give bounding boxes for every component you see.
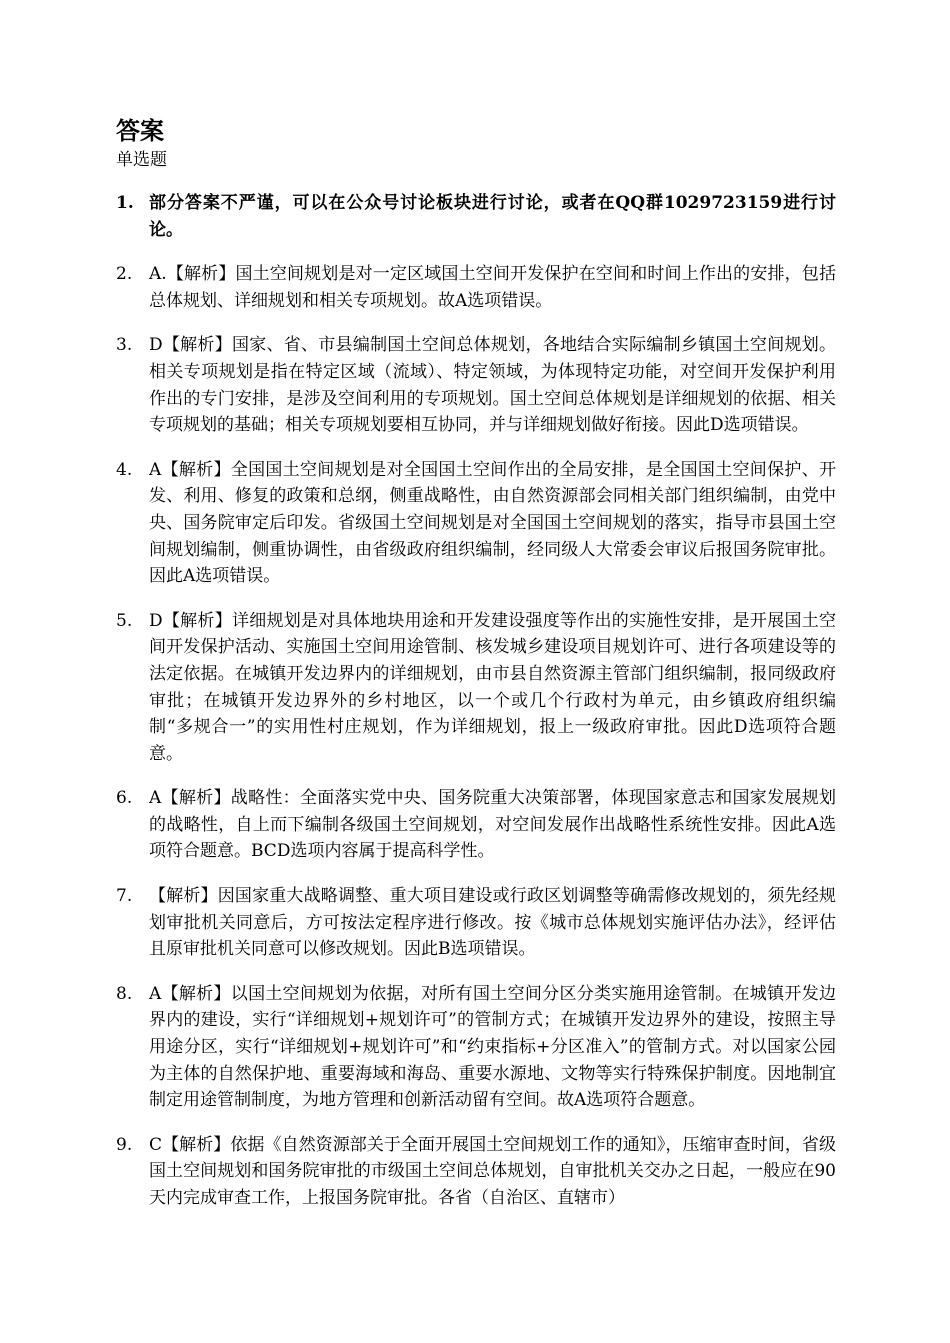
answer-number: 1. [116,193,134,213]
answer-item [116,190,836,243]
answer-text: 【解析】因国家重大战略调整、重大项目建设或行政区划调整等确需修改规划的，须先经规划审批机关同意后，方可按法定程序进行修改。按《城市总体规划实施评估办法》，经评估且原审批机关同意可以修改规划。因此B选项错误。 [149,886,836,960]
answer-number: 6. [116,788,133,809]
answer-text: D【解析】详细规划是对具体地块用途和开发建设强度等作出的实施性安排，是开展国土空间开发保护活动、实施国土空间用途管制、核发城乡建设项目规划许可、进行各项建设等的法定依据。在城镇开发边界内的详细规划，由市县自然资源主管部门组织编制，报同级政府审批；在城镇开发边界外的乡村地区，以一个或几个行政村为单元，由乡镇政府组织编制“多规合一”的实用性村庄规划，作为详细规划，报上一级政府审批。因此D选项符合题意。 [149,610,836,764]
answer-number: 5. [116,610,133,631]
document-page [116,116,836,1230]
answer-number: 9. [116,1134,133,1155]
answer-text: D【解析】国家、省、市县编制国土空间总体规划，各地结合实际编制乡镇国土空间规划。相关专项规划是指在特定区域（流域）、特定领域，为体现特定功能，对空间开发保护利用作出的专门安排，是涉及空间利用的专项规划。国土空间总体规划是详细规划的依据、相关专项规划的基础；相关专项规划要相互协同，并与详细规划做好衔接。因此D选项错误。 [149,335,836,436]
answer-number: 7. [116,886,133,907]
answer-text: A【解析】战略性：全面落实党中央、国务院重大决策部署，体现国家意志和国家发展规划的战略性，自上而下编制各级国土空间规划，对空间发展作出战略性系统性安排。因此A选项符合题意。BCD选项内容属于提高科学性。 [149,788,836,862]
answer-item [116,981,836,1114]
answer-text: A【解析】全国国土空间规划是对全国国土空间作出的全局安排，是全国国土空间保护、开发、利用、修复的政策和总纲，侧重战略性，由自然资源部会同相关部门组织编制，由党中央、国务院审定后印发。省级国土空间规划是对全国国土空间规划的落实，指导市县国土空间规划编制，侧重协调性，由省级政府组织编制，经同级人大常委会审议后报国务院审批。因此A选项错误。 [149,459,836,587]
answer-number: 2. [116,264,133,285]
answer-list [116,190,836,1212]
answer-item [116,332,836,438]
answer-text: 部分答案不严谨，可以在公众号讨论板块进行讨论，或者在QQ群1029723159进行讨论。 [149,193,836,240]
answer-text: A【解析】以国土空间规划为依据，对所有国土空间分区分类实施用途管制。在城镇开发边界内的建设，实行“详细规划+规划许可”的管制方式；在城镇开发边界外的建设，按照主导用途分区，实行“详细规划+规划许可”和“约束指标+分区准入”的管制方式。对以国家公园为主体的自然保护地、重要海域和海岛、重要水源地、文物等实行特殊保护制度。因地制宜制定用途管制制度，为地方管理和创新活动留有空间。故A选项符合题意。 [149,983,836,1111]
answer-text: A.【解析】国土空间规划是对一定区域国土空间开发保护在空间和时间上作出的安排，包括总体规划、详细规划和相关专项规划。故A选项错误。 [149,264,836,311]
answer-item [116,883,836,963]
page-title: 答案 [116,117,164,145]
answer-item [116,785,836,865]
answer-text: C【解析】依据《自然资源部关于全面开展国土空间规划工作的通知》，压缩审查时间，省级国土空间规划和国务院审批的市级国土空间总体规划，自审批机关交办之日起，一般应在90天内完成审查工作，上报国务院审批。各省（自治区、直辖市） [149,1134,836,1208]
answer-number: 4. [116,459,133,480]
answer-item [116,261,836,314]
answer-item [116,457,836,590]
answer-number: 8. [116,983,133,1004]
answer-number: 3. [116,335,133,356]
section-subtitle: 单选题 [116,150,167,170]
answer-item [116,608,836,768]
answer-item [116,1132,836,1212]
